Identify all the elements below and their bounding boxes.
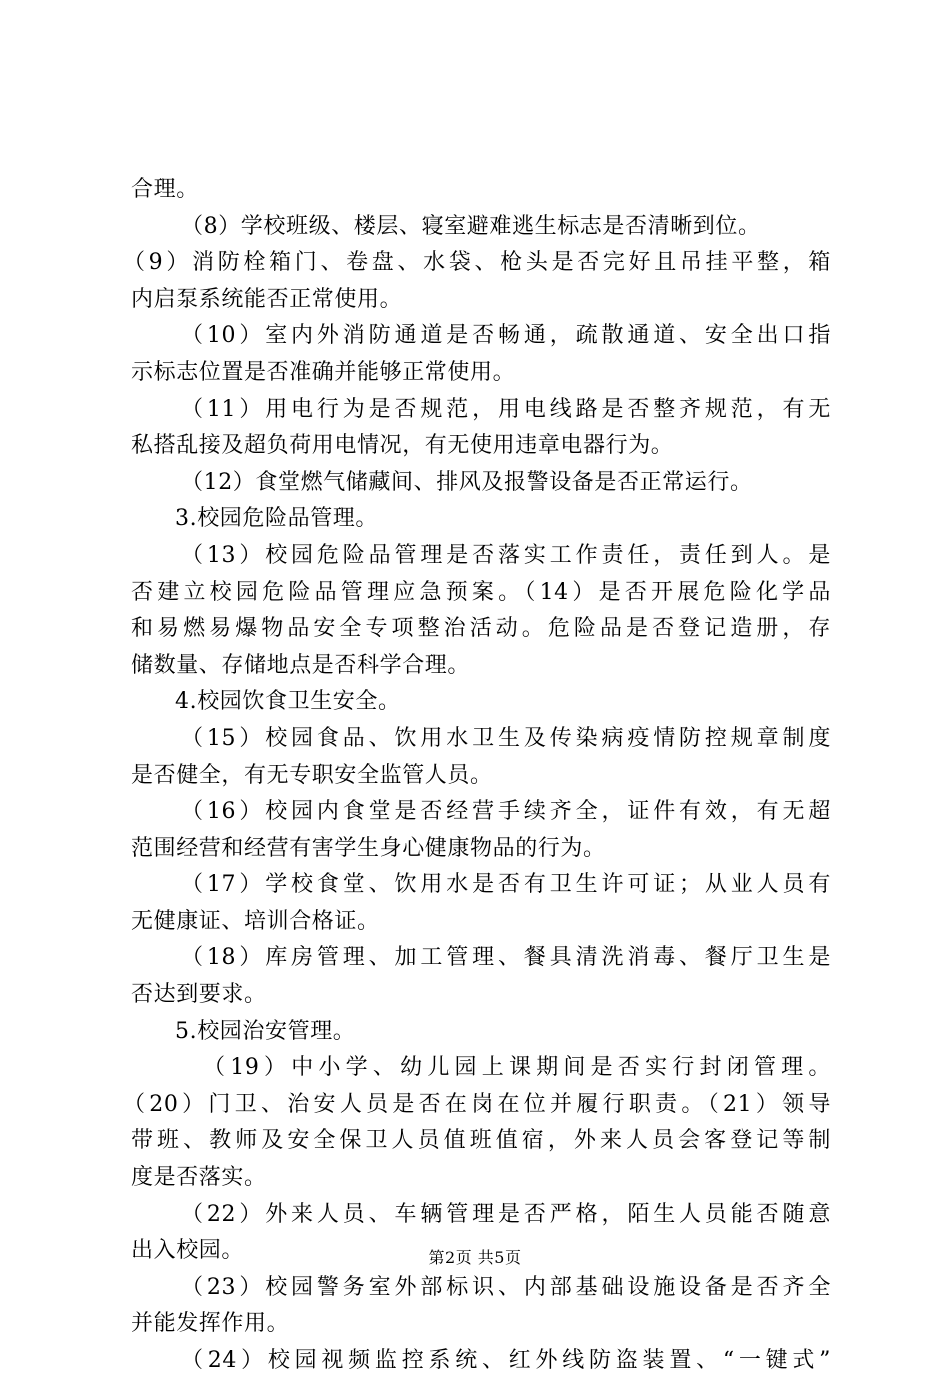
text-line: （12）食堂燃气储藏间、排风及报警设备是否正常运行。 (181, 469, 753, 495)
text-line: （16）校园内食堂是否经营手续齐全，证件有效，有无超 (181, 799, 831, 825)
text-line: （10）室内外消防通道是否畅通，疏散通道、安全出口指 (181, 323, 831, 349)
text-line: （18）库房管理、加工管理、餐具清洗消毒、餐厅卫生是 (181, 945, 831, 971)
text-line: 储数量、存储地点是否科学合理。 (131, 652, 471, 678)
text-line: 4.校园饮食卫生安全。 (175, 689, 401, 715)
text-line: 示标志位置是否准确并能够正常使用。 (131, 359, 516, 385)
text-line: 出入校园。 (131, 1238, 245, 1264)
text-line: 和易燃易爆物品安全专项整治活动。危险品是否登记造册，存 (131, 616, 831, 642)
text-line: 并能发挥作用。 (131, 1311, 290, 1337)
text-line: （19）中小学、幼儿园上课期间是否实行封闭管理。 (203, 1055, 831, 1081)
text-line: （24）校园视频监控系统、红外线防盗装置、“一键式” (181, 1348, 831, 1373)
text-line: 无健康证、培训合格证。 (131, 908, 380, 934)
text-line: 度是否落实。 (131, 1165, 267, 1191)
text-line: 内启泵系统能否正常使用。 (131, 286, 403, 312)
page-footer: 第2页 共5页 (428, 1248, 522, 1267)
text-line: （8）学校班级、楼层、寝室避难逃生标志是否清晰到位。 (181, 213, 761, 239)
text-line: 合理。 (131, 177, 199, 202)
text-line: （23）校园警务室外部标识、内部基础设施设备是否齐全 (181, 1274, 831, 1300)
text-line: （11）用电行为是否规范，用电线路是否整齐规范，有无 (181, 396, 831, 422)
text-line: 否达到要求。 (131, 982, 267, 1008)
text-line: （22）外来人员、车辆管理是否严格，陌生人员能否随意 (181, 1201, 831, 1227)
text-line: （9）消防栓箱门、卷盘、水袋、枪头是否完好且吊挂平整，箱 (123, 250, 831, 276)
text-line: （15）校园食品、饮用水卫生及传染病疫情防控规章制度 (181, 725, 831, 751)
document-body (123, 172, 831, 1380)
text-line: 5.校园治安管理。 (175, 1018, 356, 1044)
text-line: 是否健全，有无专职安全监管人员。 (131, 762, 493, 788)
text-line: 私搭乱接及超负荷用电情况，有无使用违章电器行为。 (131, 433, 674, 459)
text-line: 范围经营和经营有害学生身心健康物品的行为。 (131, 835, 606, 861)
text-line: 否建立校园危险品管理应急预案。（14）是否开展危险化学品 (131, 579, 831, 605)
text-line: （17）学校食堂、饮用水是否有卫生许可证；从业人员有 (181, 872, 831, 898)
text-line: 3.校园危险品管理。 (175, 506, 378, 532)
text-line: （20）门卫、治安人员是否在岗在位并履行职责。（21）领导 (123, 1091, 831, 1117)
text-line: 带班、教师及安全保卫人员值班值宿，外来人员会客登记等制 (131, 1128, 831, 1154)
text-line: （13）校园危险品管理是否落实工作责任，责任到人。是 (181, 542, 831, 568)
